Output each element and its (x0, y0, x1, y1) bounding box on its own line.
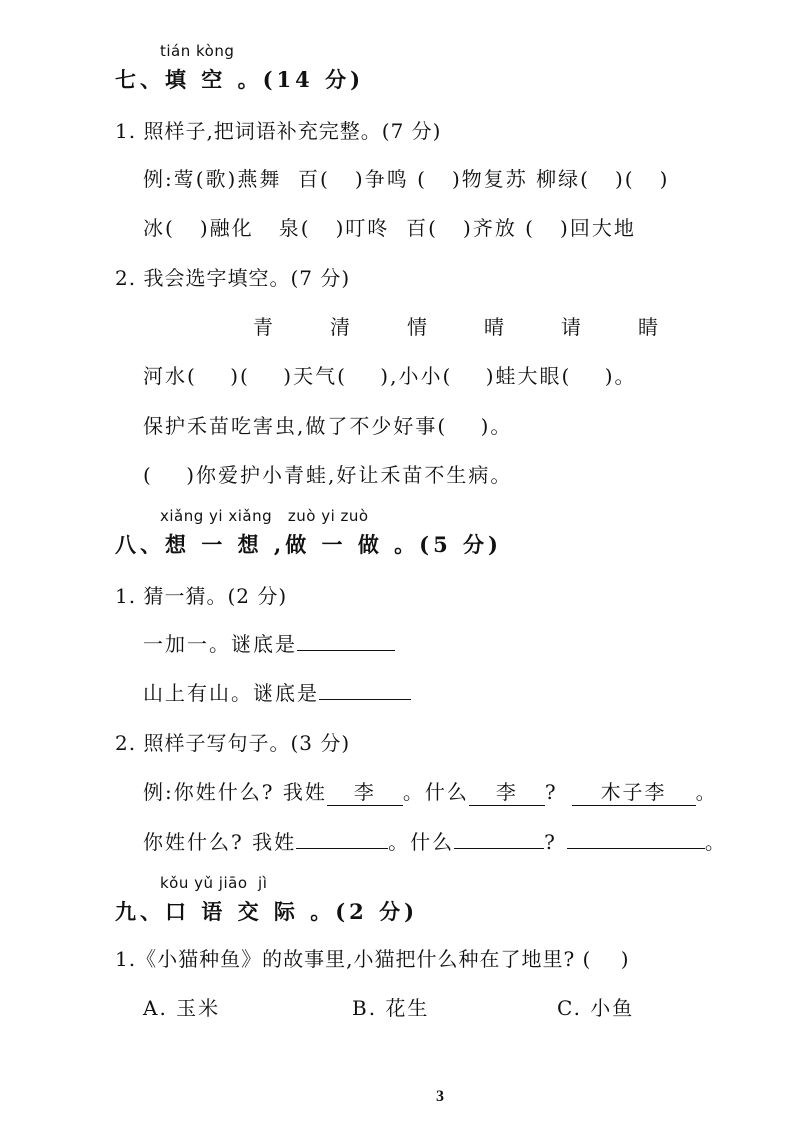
example-sentence (143, 776, 718, 806)
option-c[interactable]: C. 小鱼 (557, 996, 635, 1020)
choice-char: 青 (253, 315, 275, 339)
section7-q2-prompt: 2. 我会选字填空。(7 分) (115, 266, 351, 290)
task-fill-2[interactable] (454, 826, 544, 849)
task-text-b: 。什么 (388, 830, 455, 854)
section9-q1-prompt: 1.《小猫种鱼》的故事里,小猫把什么种在了地里? ( ) (115, 947, 630, 971)
example-text-b: 。什么 (402, 780, 469, 804)
section8-pinyin: xiǎng yi xiǎng zuò yi zuò (160, 507, 369, 525)
section7-q1-line1: 例:莺(歌)燕舞 百( )争鸣 ( )物复苏 柳绿( )( ) (143, 167, 670, 191)
section7-q1-line2: 冰( )融化 泉( )叮咚 百( )齐放 ( )回大地 (143, 216, 636, 240)
choice-char: 情 (407, 315, 429, 339)
option-a[interactable]: A. 玉米 (143, 996, 221, 1020)
task-text-c: ? (544, 830, 557, 854)
section8-heading: 八、想 一 想 ,做 一 做 。(5 分) (115, 532, 502, 557)
section8-q1-prompt: 1. 猜一猜。(2 分) (115, 584, 288, 608)
example-fill-1: 李 (327, 776, 403, 806)
character-choices (253, 311, 715, 340)
choice-char: 清 (330, 315, 352, 339)
riddle-2-text: 山上有山。谜底是 (143, 681, 319, 705)
example-text-a: 例:你姓什么? 我姓 (143, 780, 327, 804)
riddle-2-answer-blank[interactable] (319, 677, 411, 700)
section7-q2-line2: 保护禾苗吃害虫,做了不少好事( )。 (143, 414, 513, 438)
riddle-1-answer-blank[interactable] (297, 628, 395, 651)
section9-pinyin: kǒu yǔ jiāo jì (160, 874, 268, 892)
riddle-2 (143, 677, 411, 706)
section9-heading: 九、口 语 交 际 。(2 分) (115, 899, 419, 924)
section7-pinyin: tián kòng (160, 42, 235, 60)
section7-q2-line3: ( )你爱护小青蛙,好让禾苗不生病。 (143, 463, 513, 487)
choice-char: 请 (561, 315, 583, 339)
option-b[interactable]: B. 花生 (352, 996, 430, 1020)
section8-q2-prompt: 2. 照样子写句子。(3 分) (115, 731, 351, 755)
example-fill-3: 木子李 (572, 776, 696, 806)
section7-heading: 七、填 空 。(14 分) (115, 67, 365, 92)
riddle-1-text: 一加一。谜底是 (143, 632, 297, 656)
task-fill-3[interactable] (567, 826, 705, 849)
example-fill-2: 李 (469, 776, 545, 806)
choice-char: 晴 (484, 315, 506, 339)
example-text-c: ? (544, 780, 558, 804)
choice-char: 睛 (638, 315, 660, 339)
task-text-a: 你姓什么? 我姓 (143, 830, 297, 854)
task-sentence (143, 826, 727, 855)
task-fill-1[interactable] (296, 826, 388, 849)
riddle-1 (143, 628, 395, 657)
task-end: 。 (704, 830, 727, 854)
section7-q2-line1: 河水( )( )天气( ),小小( )蛙大眼( )。 (143, 364, 637, 388)
section7-q1-prompt: 1. 照样子,把词语补充完整。(7 分) (115, 119, 442, 143)
page-number: 3 (436, 1088, 444, 1105)
example-end: 。 (695, 780, 718, 804)
